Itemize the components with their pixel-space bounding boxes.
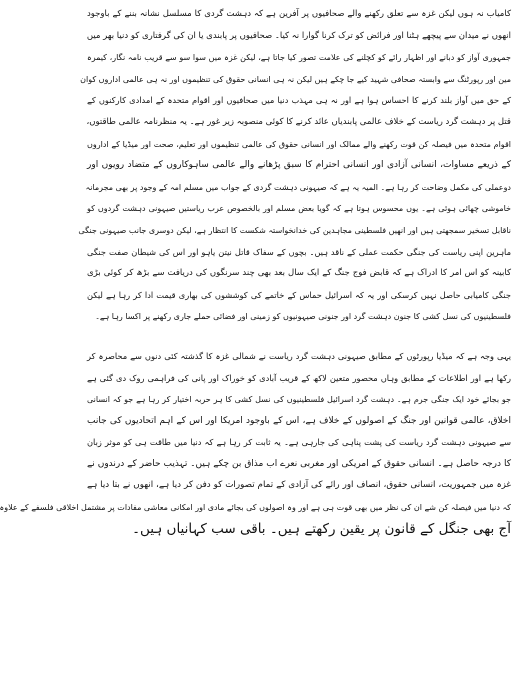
text-line: یہی وجہ ہے کہ میڈیا رپورٹوں کے مطابق صیہونی دہشت گرد ریاست نے شمالی غزہ کا گذشتہ کئی دنوں سے محاصرہ کر — [87, 350, 511, 361]
text-line: جو بجائے خود ایک جنگی جرم ہے۔ دہشت گرد اسرائیل فلسطینیوں کی نسل کشی کا ہر حربہ اختیار کر رہا ہے جو کہ انسانی — [87, 395, 511, 405]
text-line: سے صیہونی دہشت گرد ریاست کی پشت پناہی کی جارہی ہے۔ یہ ثابت کر رہا ہے کہ دنیا میں طاقت ہی کو موثر زبان — [87, 437, 511, 448]
text-line: اقوام متحدہ میں فیصلہ کن قوت رکھنے والے ممالک اور انسانی حقوق کی عالمی تنظیموں اور تعلیم، صحت اور میڈیا کے اداروں — [87, 139, 511, 149]
text-line: مین اور رپورٹنگ سے وابستہ صحافی شہید کیے جا چکے ہیں لیکن نہ ہی انسانی حقوق کی تنظیموں اور نہ ہی عالمی اداروں کوان — [80, 74, 511, 84]
text-line: خاموشی چھائی ہوئی ہے۔ یوں محسوس ہوتا ہے کہ گویا بعض مسلم اور بالخصوص عرب ریاستیں صیہونی دہشت گردوں کو — [87, 204, 511, 214]
text-line: قتل پر دہشت گرد ریاست کے خلاف عالمی پابندیاں عائد کرنے کا کوئی منصوبہ زیر غور ہے۔ یہ منظرنامہ عالمی طاقتوں، — [86, 116, 511, 127]
text-line: غزہ میں جمہوریت، انسانی حقوق، انصاف اور رائے کی آزادی کے تمام تصورات کو دفن کر دیا ہے، انھوں نے بتا دیا ہے — [87, 480, 511, 491]
text-line: جمہوری آواز کو دبانے اور اظہار رائے کو کچلنے کی علامت تصور کیا جاتا ہے، لیکن غزہ میں سوا سو سے قریب نامہ نگار، کیمرہ — [87, 53, 511, 63]
text-line: کامیاب نہ ہوں لیکن غزہ سے تعلق رکھنے والے صحافیوں پر آفرین ہے کہ دہشت گردی کا مسلسل نشانہ بننے کے باوجود — [87, 9, 511, 19]
text-line: کا درجہ حاصل ہے۔ انسانی حقوق کے امریکی اور مغربی نعرے اب مذاق بن چکے ہیں۔ تہذیب حاضر کے درندوں نے — [87, 458, 511, 469]
text-line: فلسطینیوں کی نسل کشی کا جنون دہشت گرد اور جنونی صیہونیوں کو زمینی اور فضائی حملے جاری رکھنے پر اکسا رہا ہے۔ — [95, 312, 511, 322]
text-line: کہ دنیا میں فیصلہ کن شے ان کی نظر میں بھی قوت ہی ہے اور وہ اصولوں کی بجائے مادی اور امکانی معاشی مفادات پر مشتمل اخلاقی فلسفے کے علاوہ — [0, 503, 511, 513]
text-line: کے ذریعے مساوات، انسانی آزادی اور انسانی احترام کا سبق پڑھانے والے عالمی ساہوکاروں کے متضاد رویوں اور — [87, 160, 511, 171]
article-text — [0, 4, 511, 676]
text-line: ماہرین اپنی ریاست کی جنگی حکمت عملی کے ناقد ہیں۔ بچوں کے سفاک قاتل نیتن یاہو اور اس کی شیطان صفت جنگی — [87, 246, 511, 257]
text-line: انھوں نے میدان سے پیچھے ہٹنا اور فرائض کو ترک کرنا گوارا نہ کیا۔ صحافیوں پر پابندی یا ان کی گرفتاری کو دنیا بھر میں — [86, 30, 511, 41]
text-line: جنگی کامیابی حاصل نہیں کرسکی اور یہ کہ اسرائیل حماس کے خاتمے کی کوششوں کی بھاری قیمت ادا کر رہا ہے لیکن — [87, 289, 511, 300]
paragraph-spacer — [87, 328, 511, 346]
paragraph-2 — [0, 346, 511, 540]
paragraph-1 — [78, 4, 511, 328]
text-line: اخلاق، عالمی قوانین اور جنگ کے اصولوں کے خلاف ہے، اس کے باوجود امریکا اور اس کے اہم اتحادیوں کی جانب — [87, 415, 511, 426]
text-line: ناقابل تسخیر سمجھتی ہیں اور انھیں فلسطینی مجاہدین کی خدانخواستہ شکست کا انتظار ہے، لیکن دوسری جانب صیہونی جنگی — [78, 225, 511, 235]
text-line: دوعملی کی مکمل وضاحت کر رہا ہے۔ المیہ یہ ہے کہ صیہونی دہشت گردی کے جواب میں مسلم امہ کے وجود پر بھی مجرمانہ — [85, 182, 511, 192]
text-line: کے حق میں آواز بلند کرنے کا احساس ہوا ہے اور نہ ہی مہذب دنیا میں صحافیوں اور اقوام متحدہ کے امدادی کارکنوں کے — [87, 95, 511, 106]
text-line: کابینہ کو اس امر کا ادراک ہے کہ قابض فوج جنگ کے ایک سال بعد بھی چند سرنگوں کی دریافت سے بڑھ کر کوئی بڑی — [87, 268, 511, 279]
text-line: رکھا ہے اور اطلاعات کے مطابق وہاں محصور متعین لاکھ کے قریب آبادی کو خوراک اور پانی کی فراہمی روک دی گئی ہے — [87, 372, 511, 383]
text-line: آج بھی جنگل کے قانون پر یقین رکھتے ہیں۔ باقی سب کہانیاں ہیں۔ — [132, 520, 511, 537]
